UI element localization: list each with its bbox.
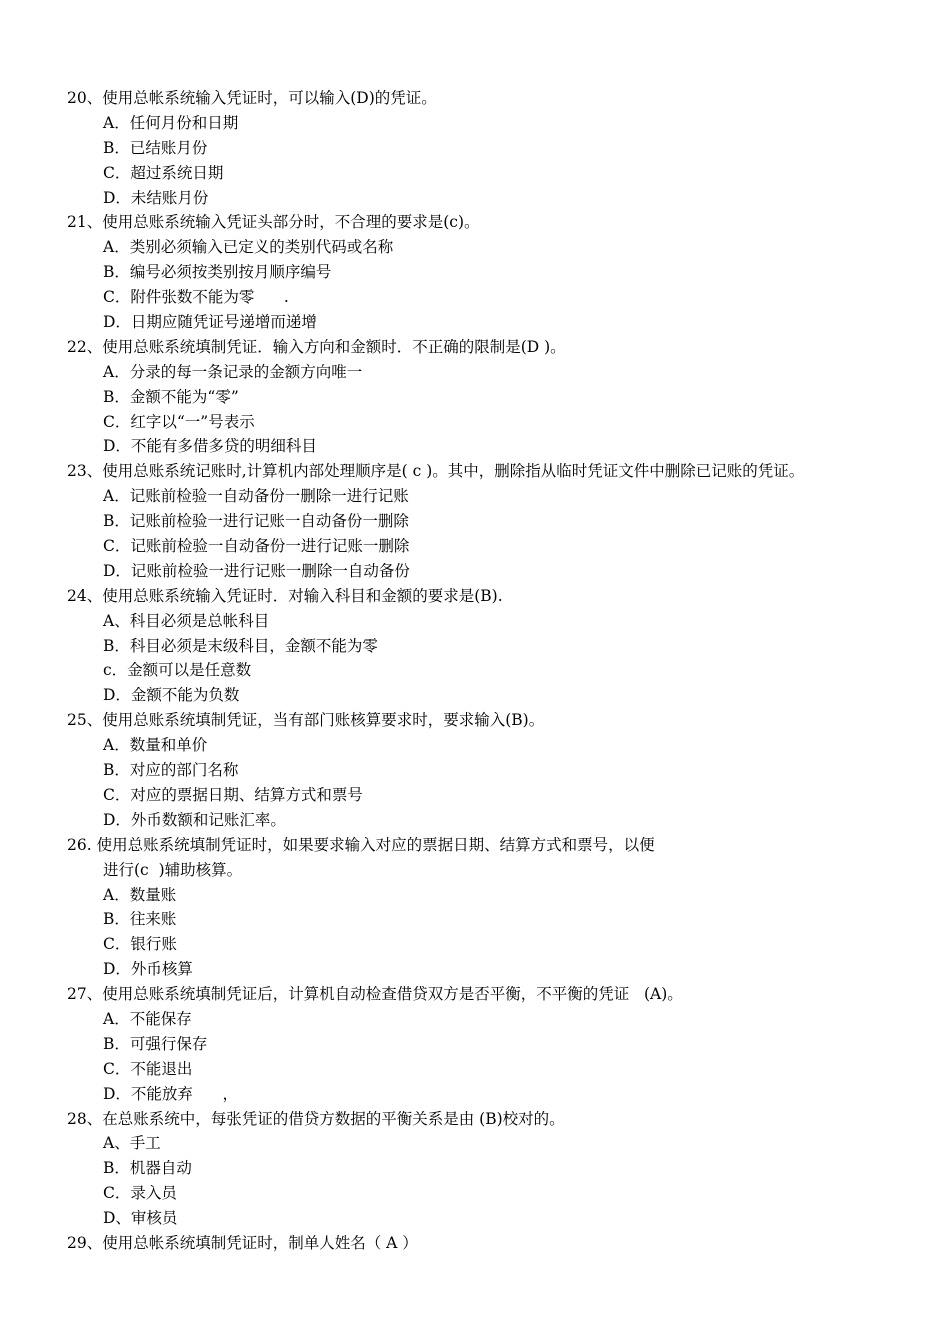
question-text: 29、使用总帐系统填制凭证时，制单人姓名（ A ） (67, 1233, 418, 1252)
question-block (67, 335, 927, 459)
answer-option: B．对应的部门名称 (103, 761, 239, 780)
answer-option: D．日期应随凭证号递增而递增 (103, 313, 317, 332)
answer-option: B．已结账月份 (103, 138, 208, 157)
question-block (67, 708, 927, 832)
question-text: 26. 使用总账系统填制凭证时，如果要求输入对应的票据日期、结算方式和票号，以便 (67, 835, 655, 854)
question-block (67, 86, 927, 210)
question-block (67, 210, 927, 334)
answer-option: B．可强行保存 (103, 1034, 208, 1053)
answer-option: D．外币数额和记账汇率。 (103, 810, 286, 829)
document-body (67, 86, 927, 1256)
answer-option: C．银行账 (103, 935, 177, 954)
answer-option: A．数量和单价 (103, 736, 208, 755)
question-block (67, 833, 927, 982)
question-block (67, 982, 927, 1106)
question-text: 28、在总账系统中，每张凭证的借贷方数据的平衡关系是由 (B)校对的。 (67, 1109, 565, 1128)
question-text: 24、使用总账系统输入凭证时．对输入科目和金额的要求是(B). (67, 586, 503, 605)
answer-option: A．类别必须输入已定义的类别代码或名称 (103, 238, 394, 257)
answer-option: B．金额不能为“零” (103, 387, 239, 406)
answer-option: A．不能保存 (103, 1009, 192, 1028)
answer-option: B．编号必须按类别按月顺序编号 (103, 263, 332, 282)
answer-option: A、手工 (103, 1134, 161, 1153)
answer-option: A．数量账 (103, 885, 177, 904)
question-text: 21、使用总账系统输入凭证头部分时，不合理的要求是(c)。 (67, 213, 480, 232)
question-block (67, 584, 927, 708)
answer-option: D．金额不能为负数 (103, 686, 240, 705)
answer-option: A、科目必须是总帐科目 (103, 611, 270, 630)
question-block (67, 459, 927, 583)
answer-option: D．不能有多借多贷的明细科目 (103, 437, 317, 456)
answer-option: C．对应的票据日期、结算方式和票号 (103, 785, 363, 804)
answer-option: B．记账前检验一进行记账一自动备份一删除 (103, 512, 409, 531)
answer-option: B．往来账 (103, 910, 177, 929)
question-text: 25、使用总账系统填制凭证，当有部门账核算要求时，要求输入(B)。 (67, 711, 545, 730)
question-block (67, 1107, 927, 1231)
answer-option: C．红字以“一”号表示 (103, 412, 255, 431)
answer-option: B．机器自动 (103, 1159, 192, 1178)
question-block (67, 1231, 927, 1256)
answer-option: C．录入员 (103, 1184, 177, 1203)
answer-option: A．分录的每一条记录的金额方向唯一 (103, 362, 363, 381)
question-text: 23、使用总账系统记账时,计算机内部处理顺序是( c )。其中，删除指从临时凭证文件中删除已记账的凭证。 (67, 462, 805, 481)
answer-option: A．记账前检验一自动备份一删除一进行记账 (103, 487, 409, 506)
answer-option: C．记账前检验一自动备份一进行记账一删除 (103, 537, 410, 556)
answer-option: C．附件张数不能为零 . (103, 288, 289, 307)
answer-option: D．外币核算 (103, 960, 193, 979)
answer-option: D．不能放弃 ， (103, 1084, 238, 1103)
answer-option: A．任何月份和日期 (103, 113, 239, 132)
question-text: 27、使用总账系统填制凭证后，计算机自动检查借贷双方是否平衡，不平衡的凭证 (A)。 (67, 985, 683, 1004)
answer-option: B．科目必须是末级科目，金额不能为零 (103, 636, 378, 655)
answer-option: C．不能退出 (103, 1059, 193, 1078)
answer-option: D．记账前检验一进行记账一删除一自动备份 (103, 561, 410, 580)
question-text: 20、使用总帐系统输入凭证时，可以输入(D)的凭证。 (67, 89, 437, 107)
answer-option: D、审核员 (103, 1209, 178, 1228)
question-text: 进行(c )辅助核算。 (103, 860, 243, 879)
answer-option: c．金额可以是任意数 (103, 661, 252, 680)
answer-option: D．未结账月份 (103, 188, 209, 207)
answer-option: C．超过系统日期 (103, 163, 224, 182)
question-text: 22、使用总账系统填制凭证．输入方向和金额时．不正确的限制是(D )。 (67, 337, 566, 356)
